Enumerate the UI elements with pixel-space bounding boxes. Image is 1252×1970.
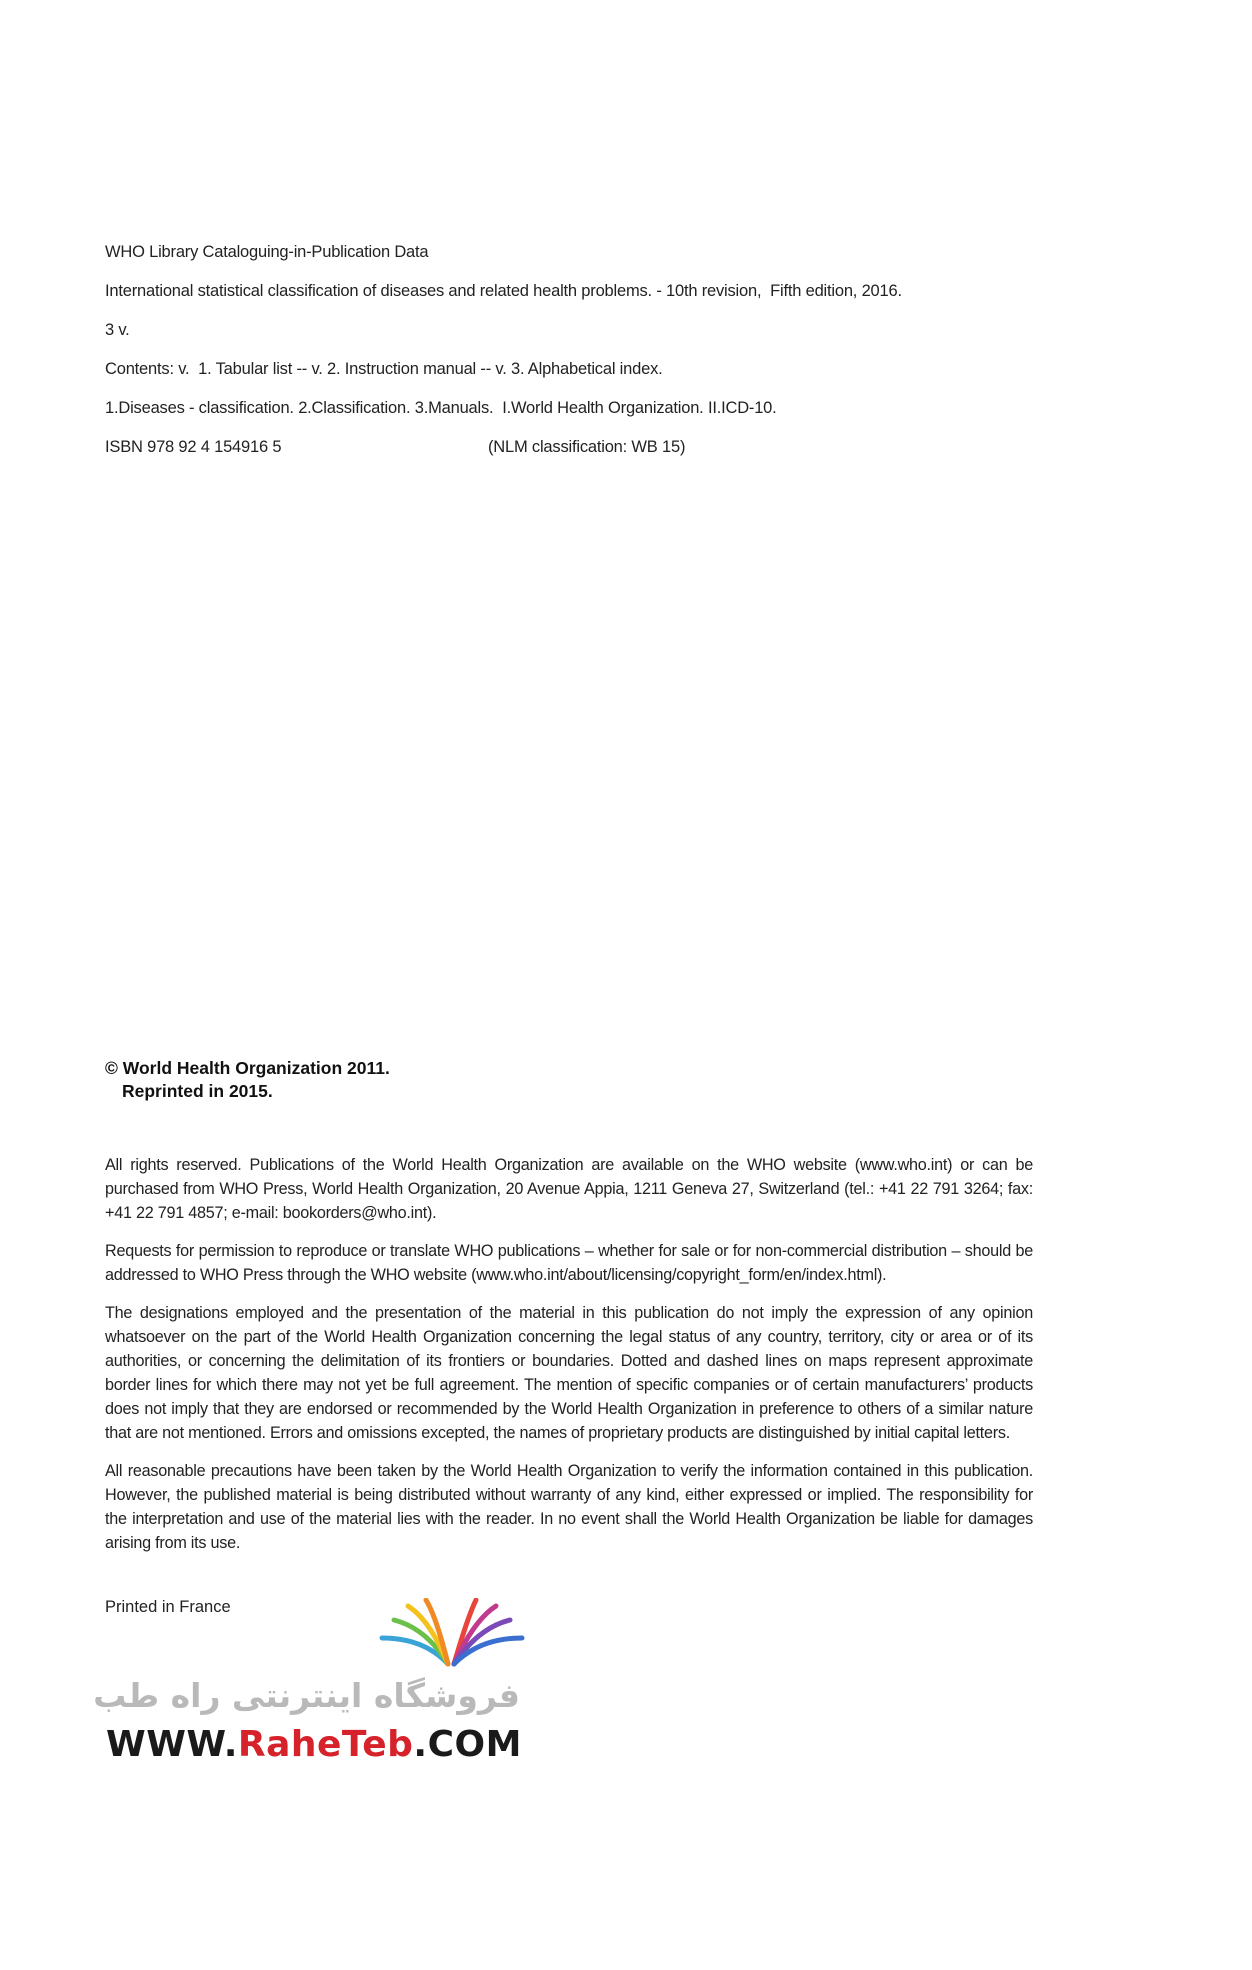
cip-isbn-row [105, 437, 1005, 457]
open-book-icon [376, 1598, 526, 1670]
url-suffix: .COM [413, 1724, 522, 1765]
copyright-notice [105, 1057, 390, 1103]
url-brand: RaheTeb [237, 1724, 414, 1765]
nlm-classification: (NLM classification: WB 15) [488, 438, 686, 456]
legal-notices [105, 1153, 1033, 1569]
cip-subjects: 1.Diseases - classification. 2.Classification. 3.Manuals. I.World Health Organization. II.ICD-10. [105, 399, 777, 417]
cataloguing-in-publication-block [105, 242, 1005, 457]
permissions-paragraph: Requests for permission to reproduce or translate WHO publications – whether for sale or for non-commercial distribution – should be addressed to WHO Press through the WHO website (www.who.int/about/licensing/copyright_form/en/index.html). [105, 1242, 1033, 1284]
precautions-paragraph: All reasonable precautions have been taken by the World Health Organization to verify the information contained in this publication. However, the published material is being distributed without warranty of any kind, either expressed or implied. The responsibility for the interpretation and use of the material lies with the reader. In no event shall the World Health Organization be liable for damages arising from its use. [105, 1462, 1033, 1552]
watermark-url [106, 1724, 522, 1765]
cip-volumes: 3 v. [105, 321, 130, 339]
raheteb-watermark [93, 1596, 530, 1776]
cip-title-line: International statistical classification of diseases and related health problems. - 10th revision, Fifth edition, 2016. [105, 282, 902, 300]
isbn-number: ISBN 978 92 4 154916 5 [105, 438, 282, 456]
designations-paragraph: The designations employed and the presentation of the material in this publication do not imply the expression of any opinion whatsoever on the part of the World Health Organization concerning the legal status of any country, territory, city or area or of its authorities, or concerning the delimitation of its frontiers or boundaries. Dotted and dashed lines on maps represent approximate border lines for which there may not yet be full agreement. The mention of specific companies or of certain manufacturers’ products does not imply that they are endorsed or recommended by the World Health Organization in preference to others of a similar nature that are not mentioned. Errors and omissions excepted, the names of proprietary products are distinguished by initial capital letters. [105, 1304, 1033, 1442]
cip-contents: Contents: v. 1. Tabular list -- v. 2. Instruction manual -- v. 3. Alphabetical index. [105, 360, 663, 378]
cip-heading: WHO Library Cataloguing-in-Publication Data [105, 243, 429, 261]
watermark-persian-text: فروشگاه اینترنتی راه طب [93, 1676, 520, 1715]
printed-in: Printed in France [105, 1598, 231, 1616]
rights-paragraph: All rights reserved. Publications of the World Health Organization are available on the WHO website (www.who.int) or can be purchased from WHO Press, World Health Organization, 20 Avenue Appia, 1211 Geneva 27, Switzerland (tel.: +41 22 791 3264; fax: +41 22 791 4857; e-mail: bookorders@who.int). [105, 1156, 1033, 1222]
copyright-line: © World Health Organization 2011. [105, 1058, 390, 1078]
url-prefix: WWW. [106, 1724, 238, 1765]
reprint-line: Reprinted in 2015. [122, 1081, 273, 1101]
